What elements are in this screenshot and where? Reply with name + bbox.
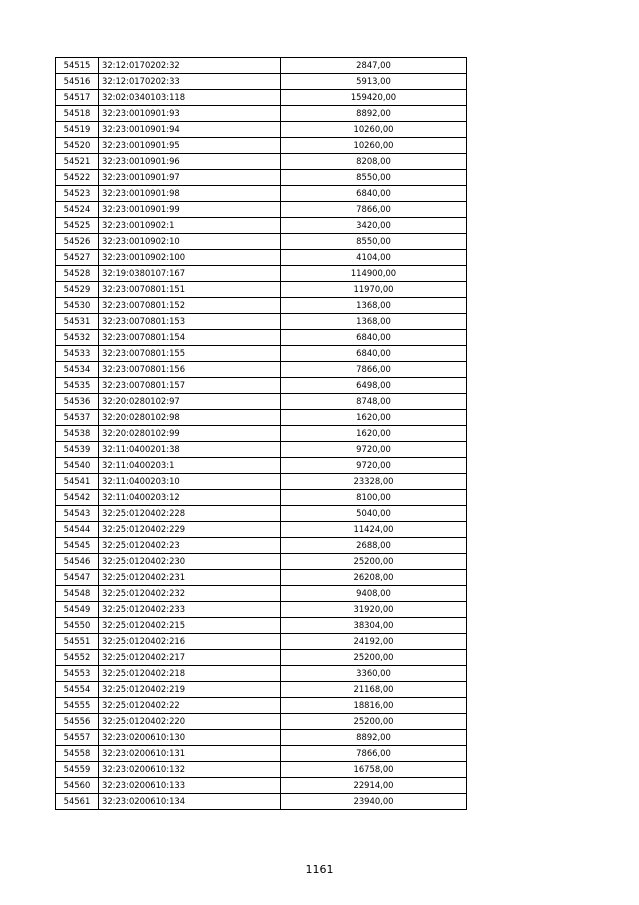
value-cell: 6840,00 bbox=[281, 186, 467, 202]
cadastral-number-cell: 32:25:0120402:219 bbox=[99, 682, 281, 698]
row-number-cell: 54545 bbox=[56, 538, 99, 554]
row-number-cell: 54552 bbox=[56, 650, 99, 666]
row-number-cell: 54515 bbox=[56, 58, 99, 74]
row-number-cell: 54548 bbox=[56, 586, 99, 602]
table-row bbox=[56, 570, 467, 586]
row-number-cell: 54533 bbox=[56, 346, 99, 362]
table-row bbox=[56, 602, 467, 618]
cadastral-number-cell: 32:25:0120402:220 bbox=[99, 714, 281, 730]
cadastral-number-cell: 32:25:0120402:232 bbox=[99, 586, 281, 602]
row-number-cell: 54518 bbox=[56, 106, 99, 122]
row-number-cell: 54526 bbox=[56, 234, 99, 250]
table-row bbox=[56, 266, 467, 282]
row-number-cell: 54551 bbox=[56, 634, 99, 650]
table-row bbox=[56, 634, 467, 650]
value-cell: 23940,00 bbox=[281, 794, 467, 810]
value-cell: 22914,00 bbox=[281, 778, 467, 794]
value-cell: 1620,00 bbox=[281, 426, 467, 442]
cadastral-number-cell: 32:25:0120402:228 bbox=[99, 506, 281, 522]
table-row bbox=[56, 554, 467, 570]
registry-table bbox=[55, 57, 467, 810]
value-cell: 6498,00 bbox=[281, 378, 467, 394]
row-number-cell: 54540 bbox=[56, 458, 99, 474]
cadastral-number-cell: 32:23:0200610:132 bbox=[99, 762, 281, 778]
cadastral-number-cell: 32:19:0380107:167 bbox=[99, 266, 281, 282]
value-cell: 114900,00 bbox=[281, 266, 467, 282]
cadastral-number-cell: 32:23:0010902:100 bbox=[99, 250, 281, 266]
table-row bbox=[56, 730, 467, 746]
cadastral-number-cell: 32:23:0070801:153 bbox=[99, 314, 281, 330]
cadastral-number-cell: 32:23:0010902:10 bbox=[99, 234, 281, 250]
value-cell: 21168,00 bbox=[281, 682, 467, 698]
row-number-cell: 54522 bbox=[56, 170, 99, 186]
cadastral-number-cell: 32:23:0010901:94 bbox=[99, 122, 281, 138]
value-cell: 5913,00 bbox=[281, 74, 467, 90]
value-cell: 1620,00 bbox=[281, 410, 467, 426]
row-number-cell: 54560 bbox=[56, 778, 99, 794]
table-row bbox=[56, 682, 467, 698]
value-cell: 31920,00 bbox=[281, 602, 467, 618]
value-cell: 7866,00 bbox=[281, 362, 467, 378]
cadastral-number-cell: 32:23:0010901:95 bbox=[99, 138, 281, 154]
cadastral-number-cell: 32:12:0170202:33 bbox=[99, 74, 281, 90]
value-cell: 16758,00 bbox=[281, 762, 467, 778]
cadastral-number-cell: 32:23:0010902:1 bbox=[99, 218, 281, 234]
table-row bbox=[56, 442, 467, 458]
row-number-cell: 54549 bbox=[56, 602, 99, 618]
row-number-cell: 54543 bbox=[56, 506, 99, 522]
table-row bbox=[56, 650, 467, 666]
table-row bbox=[56, 426, 467, 442]
cadastral-number-cell: 32:23:0010901:93 bbox=[99, 106, 281, 122]
row-number-cell: 54538 bbox=[56, 426, 99, 442]
value-cell: 8748,00 bbox=[281, 394, 467, 410]
row-number-cell: 54524 bbox=[56, 202, 99, 218]
table-row bbox=[56, 282, 467, 298]
table-row bbox=[56, 106, 467, 122]
cadastral-number-cell: 32:23:0010901:98 bbox=[99, 186, 281, 202]
value-cell: 9720,00 bbox=[281, 458, 467, 474]
row-number-cell: 54521 bbox=[56, 154, 99, 170]
cadastral-number-cell: 32:23:0200610:133 bbox=[99, 778, 281, 794]
row-number-cell: 54558 bbox=[56, 746, 99, 762]
cadastral-number-cell: 32:23:0070801:157 bbox=[99, 378, 281, 394]
row-number-cell: 54523 bbox=[56, 186, 99, 202]
value-cell: 8892,00 bbox=[281, 106, 467, 122]
value-cell: 4104,00 bbox=[281, 250, 467, 266]
cadastral-number-cell: 32:11:0400203:12 bbox=[99, 490, 281, 506]
row-number-cell: 54557 bbox=[56, 730, 99, 746]
value-cell: 38304,00 bbox=[281, 618, 467, 634]
table-row bbox=[56, 538, 467, 554]
row-number-cell: 54544 bbox=[56, 522, 99, 538]
registry-table-body bbox=[56, 58, 467, 810]
value-cell: 25200,00 bbox=[281, 714, 467, 730]
cadastral-number-cell: 32:11:0400201:38 bbox=[99, 442, 281, 458]
table-row bbox=[56, 90, 467, 106]
row-number-cell: 54550 bbox=[56, 618, 99, 634]
row-number-cell: 54553 bbox=[56, 666, 99, 682]
table-row bbox=[56, 58, 467, 74]
cadastral-number-cell: 32:20:0280102:98 bbox=[99, 410, 281, 426]
value-cell: 10260,00 bbox=[281, 122, 467, 138]
value-cell: 159420,00 bbox=[281, 90, 467, 106]
row-number-cell: 54556 bbox=[56, 714, 99, 730]
cadastral-number-cell: 32:23:0010901:96 bbox=[99, 154, 281, 170]
table-row bbox=[56, 218, 467, 234]
cadastral-number-cell: 32:25:0120402:216 bbox=[99, 634, 281, 650]
cadastral-number-cell: 32:23:0070801:155 bbox=[99, 346, 281, 362]
table-row bbox=[56, 458, 467, 474]
table-row bbox=[56, 506, 467, 522]
cadastral-number-cell: 32:12:0170202:32 bbox=[99, 58, 281, 74]
value-cell: 24192,00 bbox=[281, 634, 467, 650]
table-row bbox=[56, 314, 467, 330]
value-cell: 1368,00 bbox=[281, 314, 467, 330]
row-number-cell: 54535 bbox=[56, 378, 99, 394]
cadastral-number-cell: 32:11:0400203:10 bbox=[99, 474, 281, 490]
value-cell: 26208,00 bbox=[281, 570, 467, 586]
table-row bbox=[56, 522, 467, 538]
table-row bbox=[56, 234, 467, 250]
row-number-cell: 54542 bbox=[56, 490, 99, 506]
table-row bbox=[56, 410, 467, 426]
cadastral-number-cell: 32:23:0200610:134 bbox=[99, 794, 281, 810]
cadastral-number-cell: 32:20:0280102:97 bbox=[99, 394, 281, 410]
row-number-cell: 54561 bbox=[56, 794, 99, 810]
value-cell: 8892,00 bbox=[281, 730, 467, 746]
row-number-cell: 54528 bbox=[56, 266, 99, 282]
table-row bbox=[56, 202, 467, 218]
cadastral-number-cell: 32:20:0280102:99 bbox=[99, 426, 281, 442]
table-row bbox=[56, 186, 467, 202]
cadastral-number-cell: 32:25:0120402:229 bbox=[99, 522, 281, 538]
value-cell: 10260,00 bbox=[281, 138, 467, 154]
table-row bbox=[56, 346, 467, 362]
cadastral-number-cell: 32:23:0010901:97 bbox=[99, 170, 281, 186]
cadastral-number-cell: 32:25:0120402:22 bbox=[99, 698, 281, 714]
table-row bbox=[56, 778, 467, 794]
row-number-cell: 54534 bbox=[56, 362, 99, 378]
value-cell: 8208,00 bbox=[281, 154, 467, 170]
cadastral-number-cell: 32:11:0400203:1 bbox=[99, 458, 281, 474]
cadastral-number-cell: 32:25:0120402:215 bbox=[99, 618, 281, 634]
value-cell: 9720,00 bbox=[281, 442, 467, 458]
value-cell: 7866,00 bbox=[281, 746, 467, 762]
table-row bbox=[56, 250, 467, 266]
table-row bbox=[56, 794, 467, 810]
row-number-cell: 54539 bbox=[56, 442, 99, 458]
value-cell: 8100,00 bbox=[281, 490, 467, 506]
cadastral-number-cell: 32:23:0010901:99 bbox=[99, 202, 281, 218]
table-row bbox=[56, 298, 467, 314]
cadastral-number-cell: 32:23:0200610:130 bbox=[99, 730, 281, 746]
table-row bbox=[56, 474, 467, 490]
row-number-cell: 54530 bbox=[56, 298, 99, 314]
value-cell: 2688,00 bbox=[281, 538, 467, 554]
value-cell: 3360,00 bbox=[281, 666, 467, 682]
table-row bbox=[56, 746, 467, 762]
value-cell: 2847,00 bbox=[281, 58, 467, 74]
cadastral-number-cell: 32:23:0070801:151 bbox=[99, 282, 281, 298]
value-cell: 3420,00 bbox=[281, 218, 467, 234]
cadastral-number-cell: 32:25:0120402:218 bbox=[99, 666, 281, 682]
value-cell: 8550,00 bbox=[281, 170, 467, 186]
cadastral-number-cell: 32:02:0340103:118 bbox=[99, 90, 281, 106]
cadastral-number-cell: 32:23:0070801:154 bbox=[99, 330, 281, 346]
row-number-cell: 54546 bbox=[56, 554, 99, 570]
table-row bbox=[56, 666, 467, 682]
value-cell: 8550,00 bbox=[281, 234, 467, 250]
table-row bbox=[56, 490, 467, 506]
table-row bbox=[56, 170, 467, 186]
value-cell: 25200,00 bbox=[281, 650, 467, 666]
row-number-cell: 54537 bbox=[56, 410, 99, 426]
table-row bbox=[56, 362, 467, 378]
cadastral-number-cell: 32:25:0120402:231 bbox=[99, 570, 281, 586]
value-cell: 23328,00 bbox=[281, 474, 467, 490]
row-number-cell: 54516 bbox=[56, 74, 99, 90]
value-cell: 11970,00 bbox=[281, 282, 467, 298]
cadastral-number-cell: 32:25:0120402:230 bbox=[99, 554, 281, 570]
value-cell: 11424,00 bbox=[281, 522, 467, 538]
table-row bbox=[56, 378, 467, 394]
row-number-cell: 54517 bbox=[56, 90, 99, 106]
row-number-cell: 54536 bbox=[56, 394, 99, 410]
table-row bbox=[56, 122, 467, 138]
value-cell: 18816,00 bbox=[281, 698, 467, 714]
table-row bbox=[56, 618, 467, 634]
row-number-cell: 54525 bbox=[56, 218, 99, 234]
row-number-cell: 54520 bbox=[56, 138, 99, 154]
cadastral-number-cell: 32:25:0120402:23 bbox=[99, 538, 281, 554]
cadastral-number-cell: 32:23:0200610:131 bbox=[99, 746, 281, 762]
cadastral-number-cell: 32:23:0070801:152 bbox=[99, 298, 281, 314]
table-row bbox=[56, 394, 467, 410]
row-number-cell: 54531 bbox=[56, 314, 99, 330]
row-number-cell: 54555 bbox=[56, 698, 99, 714]
value-cell: 6840,00 bbox=[281, 346, 467, 362]
row-number-cell: 54529 bbox=[56, 282, 99, 298]
table-row bbox=[56, 154, 467, 170]
row-number-cell: 54547 bbox=[56, 570, 99, 586]
value-cell: 9408,00 bbox=[281, 586, 467, 602]
table-row bbox=[56, 698, 467, 714]
table-row bbox=[56, 714, 467, 730]
row-number-cell: 54554 bbox=[56, 682, 99, 698]
row-number-cell: 54559 bbox=[56, 762, 99, 778]
value-cell: 5040,00 bbox=[281, 506, 467, 522]
table-row bbox=[56, 586, 467, 602]
value-cell: 6840,00 bbox=[281, 330, 467, 346]
table-row bbox=[56, 138, 467, 154]
row-number-cell: 54541 bbox=[56, 474, 99, 490]
row-number-cell: 54519 bbox=[56, 122, 99, 138]
cadastral-number-cell: 32:25:0120402:233 bbox=[99, 602, 281, 618]
table-row bbox=[56, 74, 467, 90]
row-number-cell: 54527 bbox=[56, 250, 99, 266]
table-row bbox=[56, 762, 467, 778]
cadastral-number-cell: 32:25:0120402:217 bbox=[99, 650, 281, 666]
row-number-cell: 54532 bbox=[56, 330, 99, 346]
value-cell: 25200,00 bbox=[281, 554, 467, 570]
value-cell: 7866,00 bbox=[281, 202, 467, 218]
table-row bbox=[56, 330, 467, 346]
page-number: 1161 bbox=[305, 863, 334, 876]
cadastral-number-cell: 32:23:0070801:156 bbox=[99, 362, 281, 378]
value-cell: 1368,00 bbox=[281, 298, 467, 314]
